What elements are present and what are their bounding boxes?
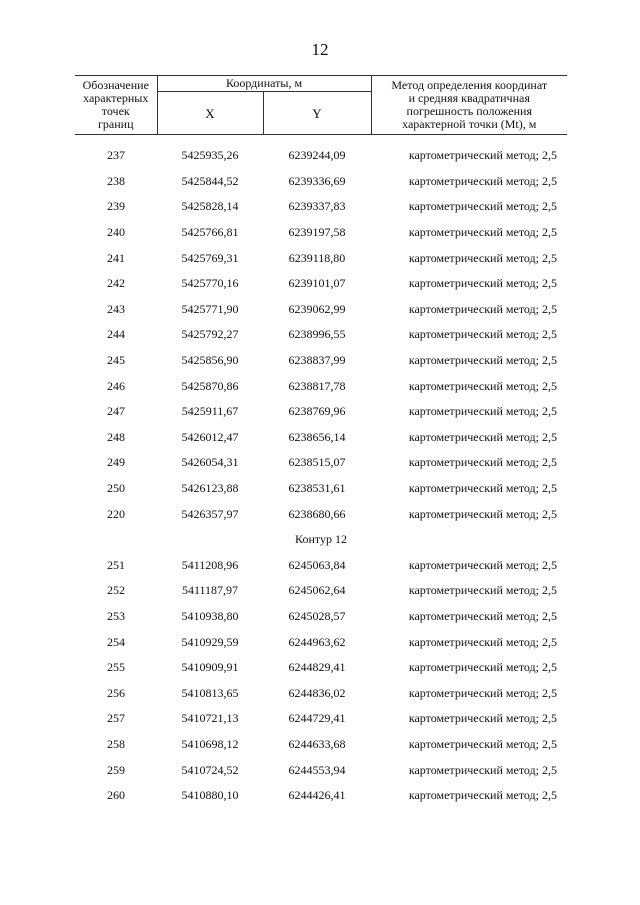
y-cell: 6244836,02 — [288, 685, 346, 700]
point-cell: 242 — [107, 276, 125, 291]
x-cell: 5410909,91 — [181, 660, 239, 675]
page-number: 12 — [311, 40, 329, 59]
point-cell: 255 — [107, 660, 125, 675]
x-cell: 5410698,12 — [181, 736, 239, 751]
table-row — [75, 476, 567, 502]
method-cell: картометрический метод; 2,5 — [408, 685, 557, 700]
x-cell: 5410929,59 — [181, 634, 239, 649]
y-cell: 6238531,61 — [288, 481, 346, 496]
table-row — [75, 373, 567, 399]
table-row — [75, 271, 567, 297]
point-cell: 258 — [107, 736, 125, 751]
table-row — [75, 732, 567, 758]
y-cell: 6239337,83 — [288, 199, 346, 214]
method-cell: картометрический метод; 2,5 — [408, 250, 557, 265]
table-row — [75, 501, 567, 527]
x-cell: 5425792,27 — [181, 327, 239, 342]
table-header — [75, 76, 567, 135]
point-cell: 238 — [107, 173, 125, 188]
table-row — [75, 553, 567, 579]
point-cell: 244 — [107, 327, 125, 342]
point-cell: 243 — [107, 301, 125, 316]
y-cell: 6244633,68 — [288, 736, 346, 751]
method-cell: картометрический метод; 2,5 — [408, 583, 557, 598]
point-cell: 220 — [107, 506, 125, 521]
point-cell: 254 — [107, 634, 125, 649]
point-cell: 256 — [107, 685, 125, 700]
table-row — [75, 245, 567, 271]
y-cell: 6238680,66 — [288, 506, 346, 521]
header-method-line: Метод определения координат — [391, 78, 548, 92]
x-cell: 5426012,47 — [181, 429, 239, 444]
y-cell: 6244963,62 — [288, 634, 346, 649]
method-cell: картометрический метод; 2,5 — [408, 660, 557, 675]
coordinates-table — [75, 75, 567, 808]
header-method-line: характерной точки (Mt), м — [402, 117, 537, 131]
table-row — [75, 680, 567, 706]
method-cell: картометрический метод; 2,5 — [408, 301, 557, 316]
table-row — [75, 194, 567, 220]
table-row — [75, 399, 567, 425]
header-designation — [75, 76, 157, 135]
method-cell: картометрический метод; 2,5 — [408, 378, 557, 393]
method-cell: картометрический метод; 2,5 — [408, 276, 557, 291]
x-cell: 5410880,10 — [181, 788, 239, 803]
point-cell: 241 — [107, 250, 125, 265]
table-row — [75, 348, 567, 374]
y-cell: 6244553,94 — [288, 762, 346, 777]
y-cell: 6245063,84 — [288, 557, 346, 572]
point-cell: 247 — [107, 404, 125, 419]
table-row — [75, 450, 567, 476]
table-row — [75, 629, 567, 655]
x-cell: 5425769,31 — [181, 250, 239, 265]
method-cell: картометрический метод; 2,5 — [408, 199, 557, 214]
x-cell: 5425770,16 — [181, 276, 239, 291]
table-row — [75, 322, 567, 348]
table-row — [75, 578, 567, 604]
x-cell: 5425911,67 — [181, 404, 239, 419]
table-row — [75, 220, 567, 246]
x-cell: 5425856,90 — [181, 353, 239, 368]
method-cell: картометрический метод; 2,5 — [408, 327, 557, 342]
table-row — [75, 783, 567, 809]
x-cell: 5411187,97 — [181, 583, 239, 598]
point-cell: 253 — [107, 608, 125, 623]
y-cell: 6239062,99 — [288, 301, 346, 316]
method-cell: картометрический метод; 2,5 — [408, 148, 557, 163]
header-method — [371, 76, 567, 135]
point-cell: 259 — [107, 762, 125, 777]
point-cell: 251 — [107, 557, 125, 572]
method-cell: картометрический метод; 2,5 — [408, 225, 557, 240]
method-cell: картометрический метод; 2,5 — [408, 788, 557, 803]
x-cell: 5425870,86 — [181, 378, 239, 393]
method-cell: картометрический метод; 2,5 — [408, 634, 557, 649]
header-method-line: погрешность положения — [406, 104, 532, 118]
y-cell: 6238996,55 — [288, 327, 346, 342]
y-cell: 6239244,09 — [288, 148, 346, 163]
y-cell: 6238817,78 — [288, 378, 346, 393]
y-cell: 6239101,07 — [288, 276, 346, 291]
y-cell: 6245028,57 — [288, 608, 346, 623]
point-cell: 248 — [107, 429, 125, 444]
table-row — [75, 297, 567, 323]
x-cell: 5426357,97 — [181, 506, 239, 521]
table-row — [75, 425, 567, 451]
y-cell: 6238837,99 — [288, 353, 346, 368]
header-designation-line: границ — [97, 117, 134, 131]
header-spacer — [75, 135, 567, 144]
x-cell: 5426054,31 — [181, 455, 239, 470]
y-cell: 6245062,64 — [288, 583, 346, 598]
x-cell: 5425844,52 — [181, 173, 239, 188]
x-cell: 5411208,96 — [181, 557, 239, 572]
header-designation-line: Обозначение — [82, 78, 149, 92]
method-cell: картометрический метод; 2,5 — [408, 506, 557, 521]
method-cell: картометрический метод; 2,5 — [408, 429, 557, 444]
method-cell: картометрический метод; 2,5 — [408, 173, 557, 188]
x-cell: 5410721,13 — [181, 711, 239, 726]
method-cell: картометрический метод; 2,5 — [408, 608, 557, 623]
header-method-line: и средняя квадратичная — [408, 91, 530, 105]
header-designation-line: характерных — [83, 91, 149, 105]
table-body — [75, 135, 567, 809]
point-cell: 240 — [107, 225, 125, 240]
y-cell: 6238515,07 — [288, 455, 346, 470]
method-cell: картометрический метод; 2,5 — [408, 557, 557, 572]
table-row — [75, 604, 567, 630]
x-cell: 5425766,81 — [181, 225, 239, 240]
method-cell: картометрический метод; 2,5 — [408, 404, 557, 419]
contour-label-row — [75, 527, 567, 553]
point-cell: 257 — [107, 711, 125, 726]
x-cell: 5410938,80 — [181, 608, 239, 623]
table-row — [75, 169, 567, 195]
table-row — [75, 706, 567, 732]
x-cell: 5425935,26 — [181, 148, 239, 163]
header-coordinates-group: Координаты, м — [157, 76, 371, 92]
contour-label: Контур 12 — [295, 532, 347, 547]
header-y: Y — [263, 92, 371, 135]
point-cell: 250 — [107, 481, 125, 496]
point-cell: 260 — [107, 788, 125, 803]
x-cell: 5410724,52 — [181, 762, 239, 777]
x-cell: 5425771,90 — [181, 301, 239, 316]
method-cell: картометрический метод; 2,5 — [408, 353, 557, 368]
method-cell: картометрический метод; 2,5 — [408, 455, 557, 470]
table-row — [75, 757, 567, 783]
y-cell: 6244426,41 — [288, 788, 346, 803]
y-cell: 6244829,41 — [288, 660, 346, 675]
method-cell: картометрический метод; 2,5 — [408, 762, 557, 777]
y-cell: 6239336,69 — [288, 173, 346, 188]
point-cell: 246 — [107, 378, 125, 393]
y-cell: 6239118,80 — [288, 250, 346, 265]
y-cell: 6244729,41 — [288, 711, 346, 726]
point-cell: 245 — [107, 353, 125, 368]
method-cell: картометрический метод; 2,5 — [408, 736, 557, 751]
header-designation-line: точек — [101, 104, 130, 118]
x-cell: 5426123,88 — [181, 481, 239, 496]
point-cell: 249 — [107, 455, 125, 470]
y-cell: 6238656,14 — [288, 429, 346, 444]
method-cell: картометрический метод; 2,5 — [408, 481, 557, 496]
point-cell: 239 — [107, 199, 125, 214]
method-cell: картометрический метод; 2,5 — [408, 711, 557, 726]
point-cell: 237 — [107, 148, 125, 163]
y-cell: 6238769,96 — [288, 404, 346, 419]
x-cell: 5425828,14 — [181, 199, 239, 214]
header-x: X — [157, 92, 263, 135]
point-cell: 252 — [107, 583, 125, 598]
table-row — [75, 655, 567, 681]
x-cell: 5410813,65 — [181, 685, 239, 700]
table-row — [75, 143, 567, 169]
y-cell: 6239197,58 — [288, 225, 346, 240]
